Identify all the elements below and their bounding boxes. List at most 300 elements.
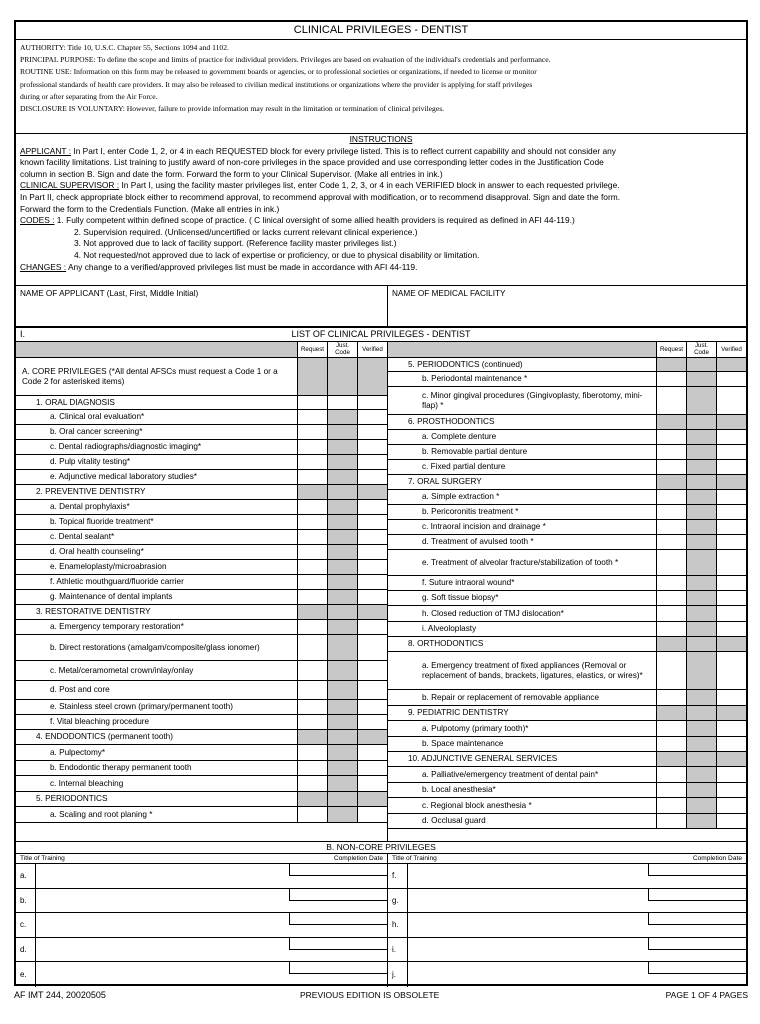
request-cell[interactable] [656,550,686,575]
verified-cell[interactable] [357,470,387,484]
privilege-row [388,637,746,652]
request-cell[interactable] [297,545,327,559]
request-cell[interactable] [656,576,686,590]
completion-date-field[interactable] [648,864,746,876]
verified-cell [716,358,746,371]
verified-cell[interactable] [357,575,387,589]
title-of-training-label: Title of Training [20,855,65,862]
supervisor-instruction-3: Forward the form to the Credentials Function. (Make all entries in ink.) [20,203,280,214]
just-code-cell [686,814,716,828]
just-code-cell [327,730,357,744]
just-code-cell [327,605,357,619]
verified-cell[interactable] [716,550,746,575]
training-row [16,889,387,914]
privilege-label: e. Stainless steel crown (primary/permanent tooth) [50,702,233,712]
just-code-cell [686,445,716,459]
completion-date-label: Completion Date [333,855,383,862]
request-cell[interactable] [297,560,327,574]
completion-date-field[interactable] [289,962,387,974]
training-row-letter: g. [388,889,408,913]
routine-use-text-1: ROUTINE USE: Information on this form may be released to government boards or agencies, or to professional societies or organizations, if needed to license or monitor [20,67,537,77]
just-code-cell [686,783,716,797]
routine-use-text-2: professional standards of health care providers. It may also be released to civilian medical institutions or organizations where the provider is applying for staff privileges [20,79,533,89]
privilege-label: a. Dental prophylaxis* [50,502,130,512]
verified-cell[interactable] [716,576,746,590]
changes-label: CHANGES : [20,261,67,272]
request-cell [656,752,686,766]
verified-cell[interactable] [716,814,746,828]
request-cell[interactable] [297,440,327,454]
privilege-row [16,515,387,530]
request-cell [656,637,686,651]
privilege-row [16,792,387,807]
privilege-row [388,706,746,721]
privilege-label: a. Simple extraction * [422,492,500,502]
training-row-letter: d. [16,938,36,962]
applicant-name-label: NAME OF APPLICANT [20,289,105,298]
request-cell[interactable] [656,535,686,549]
supervisor-label: CLINICAL SUPERVISOR : [20,180,120,191]
request-column-header: Request [656,342,686,357]
applicant-instruction-3: column in section B. Sign and date the form. Forward the form to your Clinical Supervisor. (Make all entries in ink.) [20,168,443,179]
just-code-cell [686,490,716,504]
privilege-row [16,745,387,761]
request-cell[interactable] [297,425,327,439]
just-code-cell [686,460,716,474]
privilege-label: 10. ADJUNCTIVE GENERAL SERVICES [408,754,558,764]
request-cell[interactable] [297,620,327,634]
applicant-info-row [16,286,746,328]
privilege-label: a. Pulpotomy (primary tooth)* [422,723,529,733]
privilege-label: b. Removable partial denture [422,447,528,457]
training-row-letter: e. [16,962,36,987]
privilege-row [388,550,746,576]
privileges-right-column [388,342,746,841]
verified-cell[interactable] [716,798,746,813]
title-of-training-field[interactable] [408,864,746,888]
just-code-cell [686,387,716,414]
privilege-label: 9. PEDIATRIC DENTISTRY [408,708,509,718]
completion-date-field[interactable] [289,913,387,925]
privilege-label: 1. ORAL DIAGNOSIS [36,397,115,407]
request-cell [297,730,327,744]
principal-purpose-text: PRINCIPAL PURPOSE: To define the scope and limits of practice for individual providers. Privileges are based on evaluation of the individual's credentials and performance. [20,55,551,65]
code-4-text: 4. Not requested/not approved due to lack of expertise or proficiency, or due to physical disability or limitation. [74,249,480,260]
training-row-letter: c. [16,913,36,937]
request-cell[interactable] [656,520,686,534]
privilege-label: 6. PROSTHODONTICS [408,417,495,427]
just-code-cell [686,415,716,429]
verified-cell[interactable] [357,635,387,660]
request-cell [656,706,686,720]
request-cell[interactable] [656,460,686,474]
title-of-training-label: Title of Training [392,855,437,862]
just-code-cell [686,520,716,534]
just-code-cell [686,576,716,590]
privilege-row [388,690,746,706]
privilege-label: e. Enameloplasty/microabrasion [50,562,167,572]
privilege-label: b. Oral cancer screening* [50,427,143,437]
completion-date-field[interactable] [648,962,746,974]
privilege-row [388,783,746,798]
just-code-cell [327,792,357,806]
privilege-label: a. Clinical oral evaluation* [50,412,145,422]
title-of-training-field[interactable] [36,889,387,913]
privilege-label: b. Endodontic therapy permanent tooth [50,763,192,773]
just-code-cell [686,591,716,605]
training-row [388,913,746,938]
privilege-row [388,372,746,387]
privilege-label: c. Internal bleaching [50,778,124,788]
title-of-training-field[interactable] [408,938,746,962]
request-cell[interactable] [656,652,686,689]
request-cell[interactable] [297,635,327,660]
privilege-row [388,752,746,767]
privilege-row [16,605,387,620]
privilege-label: d. Post and core [50,685,110,695]
privilege-label: a. Scaling and root planing * [50,809,153,819]
verified-cell[interactable] [357,661,387,680]
title-of-training-field[interactable] [408,913,746,937]
request-cell[interactable] [297,715,327,729]
codes-label: CODES : [20,215,55,226]
just-code-cell [686,706,716,720]
privilege-label: b. Topical fluoride treatment* [50,517,154,527]
verified-cell[interactable] [357,396,387,409]
training-row [16,962,387,987]
request-cell[interactable] [297,700,327,714]
verified-cell[interactable] [716,721,746,736]
privileges-list-header [16,328,746,342]
noncore-privileges-section [16,854,746,987]
request-cell[interactable] [656,372,686,386]
request-cell[interactable] [656,767,686,782]
privilege-row [16,485,387,500]
just-code-cell [327,635,357,660]
verified-cell[interactable] [357,590,387,604]
completion-date-field[interactable] [648,889,746,901]
privilege-row [16,620,387,635]
request-cell[interactable] [656,721,686,736]
request-cell[interactable] [656,737,686,751]
request-cell[interactable] [297,681,327,699]
changes-text: Any change to a verified/approved privileges list must be made in accordance with AFI 44-119. [66,261,418,272]
privilege-label: f. Suture intraoral wound* [422,578,515,588]
request-cell[interactable] [297,470,327,484]
privilege-label: c. Metal/ceramometal crown/inlay/onlay [50,665,194,675]
just-code-cell [327,560,357,574]
just-code-cell [327,761,357,775]
just-code-cell [327,440,357,454]
just-code-cell [327,700,357,714]
just-code-cell [686,798,716,813]
verified-cell[interactable] [357,500,387,514]
verified-cell[interactable] [357,620,387,634]
verified-cell[interactable] [716,520,746,534]
verified-cell[interactable] [357,681,387,699]
privilege-label: 7. ORAL SURGERY [408,477,482,487]
supervisor-instruction-1: In Part I, using the facility master privileges list, enter Code 1, 2, 3, or 4 in each VERIFIED block in answer to each requested privilege. [119,180,620,191]
request-cell[interactable] [656,606,686,621]
verified-cell[interactable] [716,445,746,459]
verified-cell[interactable] [716,783,746,797]
just-code-cell[interactable] [327,396,357,409]
privilege-row [16,440,387,455]
request-cell[interactable] [656,622,686,636]
request-cell[interactable] [297,575,327,589]
request-cell[interactable] [297,410,327,424]
just-code-cell [327,661,357,680]
request-cell[interactable] [297,396,327,409]
privilege-label: c. Intraoral incision and drainage * [422,522,546,532]
verified-cell[interactable] [357,807,387,822]
privilege-row [388,475,746,490]
privilege-row [388,430,746,445]
verified-cell [716,752,746,766]
request-cell[interactable] [297,807,327,822]
request-cell[interactable] [297,761,327,775]
title-of-training-field[interactable] [408,889,746,913]
training-row-letter: i. [388,938,408,962]
verified-cell[interactable] [716,505,746,519]
privilege-row [388,737,746,752]
request-cell[interactable] [656,798,686,813]
verified-cell[interactable] [357,745,387,760]
request-cell[interactable] [297,590,327,604]
just-code-column-header: Just. Code [327,342,357,357]
privilege-row [388,767,746,783]
privilege-label: g. Soft tissue biopsy* [422,593,499,603]
verified-cell [716,475,746,489]
medical-facility-label: NAME OF MEDICAL FACILITY [392,289,506,298]
just-code-cell [327,745,357,760]
request-cell[interactable] [297,530,327,544]
privilege-label: a. Emergency temporary restoration* [50,622,184,632]
verified-cell[interactable] [357,425,387,439]
verified-cell[interactable] [357,440,387,454]
request-cell[interactable] [297,776,327,791]
privilege-label: 5. PERIODONTICS (continued) [408,359,523,369]
privilege-row [16,425,387,440]
verified-cell[interactable] [357,715,387,729]
privilege-row [16,358,387,396]
training-row [388,864,746,889]
verified-cell [357,730,387,744]
verified-cell[interactable] [716,490,746,504]
just-code-cell [686,505,716,519]
request-cell[interactable] [297,745,327,760]
verified-cell[interactable] [716,535,746,549]
request-cell [656,415,686,429]
just-code-column-header: Just. Code [686,342,716,357]
verified-cell [357,792,387,806]
privilege-label: 4. ENDODONTICS (permanent tooth) [36,732,173,742]
request-cell[interactable] [297,455,327,469]
column-headers [388,342,746,358]
training-row [16,864,387,889]
request-cell[interactable] [656,591,686,605]
title-of-training-field[interactable] [36,913,387,937]
request-cell[interactable] [656,430,686,444]
verified-cell[interactable] [357,545,387,559]
routine-use-text-3: during or after separating from the Air Force. [20,91,158,101]
request-cell[interactable] [656,505,686,519]
verified-cell[interactable] [716,690,746,705]
verified-cell [716,415,746,429]
privilege-label: i. Alveoloplasty [422,624,477,634]
verified-cell[interactable] [357,560,387,574]
just-code-cell [686,535,716,549]
completion-date-field[interactable] [648,938,746,950]
verified-column-header: Verified [716,342,746,357]
request-cell[interactable] [656,387,686,414]
title-of-training-field[interactable] [36,938,387,962]
privilege-label: a. Complete denture [422,432,497,442]
training-row [16,938,387,963]
request-cell[interactable] [656,445,686,459]
applicant-instruction-1: In Part I, enter Code 1, 2, or 4 in each REQUESTED block for every privilege listed. This is to reflect current capability and should not consider any [71,145,616,156]
just-code-cell [686,372,716,386]
privilege-row [388,460,746,475]
completion-date-field[interactable] [289,889,387,901]
privilege-label: 2. PREVENTIVE DENTISTRY [36,487,146,497]
just-code-cell [686,737,716,751]
request-cell[interactable] [656,814,686,828]
privilege-row [388,606,746,622]
form-page [14,20,748,986]
privilege-label: e. Adjunctive medical laboratory studies* [50,472,197,482]
just-code-cell [327,681,357,699]
training-row-letter: a. [16,864,36,888]
title-of-training-field[interactable] [36,864,387,888]
verified-cell[interactable] [357,455,387,469]
privilege-label: d. Occlusal guard [422,816,486,826]
request-cell[interactable] [656,490,686,504]
request-cell [297,792,327,806]
just-code-cell [686,652,716,689]
privilege-label: 3. RESTORATIVE DENTISTRY [36,607,151,617]
privilege-label: f. Athletic mouthguard/fluoride carrier [50,577,184,587]
privilege-row [16,396,387,410]
training-row-letter: h. [388,913,408,937]
verified-cell[interactable] [357,515,387,529]
verified-column-header: Verified [357,342,387,357]
privilege-label: d. Treatment of avulsed tooth * [422,537,534,547]
privilege-label: b. Space maintenance [422,739,504,749]
privilege-row [16,545,387,560]
supervisor-instruction-2: In Part II, check appropriate block either to recommend approval, to recommend approval with modification, or to recommend disapproval. Sign and date the form. [20,191,621,202]
verified-cell[interactable] [716,737,746,751]
verified-cell[interactable] [716,430,746,444]
request-column-header: Request [297,342,327,357]
instructions-heading: INSTRUCTIONS [349,134,413,144]
privilege-label: b. Periodontal maintenance * [422,374,528,384]
request-cell [656,358,686,371]
just-code-cell [327,807,357,822]
completion-date-field[interactable] [289,938,387,950]
request-cell[interactable] [297,515,327,529]
verified-cell[interactable] [357,410,387,424]
request-cell [297,485,327,499]
privilege-row [16,761,387,776]
medical-facility-field[interactable] [388,286,746,326]
completion-date-field[interactable] [648,913,746,925]
request-cell [297,605,327,619]
just-code-cell [327,715,357,729]
just-code-cell [686,606,716,621]
privilege-row [16,410,387,425]
verified-cell[interactable] [357,700,387,714]
privilege-label: d. Pulp vitality testing* [50,457,131,467]
privilege-label: c. Minor gingival procedures (Gingivoplasty, fiberotomy, mini-flap) * [422,390,643,410]
privilege-label: b. Direct restorations (amalgam/composite/glass ionomer) [50,642,260,652]
privilege-row [388,535,746,550]
request-cell[interactable] [656,783,686,797]
just-code-cell [686,550,716,575]
privilege-label: d. Oral health counseling* [50,547,144,557]
code-2-text: 2. Supervision required. (Unlicensed/uncertified or lacks current relevant clinical experience.) [74,226,418,237]
privilege-label: 8. ORTHODONTICS [408,639,484,649]
verified-cell[interactable] [716,622,746,636]
title-of-training-field[interactable] [36,962,387,987]
verified-cell[interactable] [357,776,387,791]
title-of-training-field[interactable] [408,962,746,987]
verified-cell[interactable] [716,591,746,605]
privilege-label: h. Closed reduction of TMJ dislocation* [422,608,564,618]
privilege-row [388,591,746,606]
privilege-label: b. Local anesthesia* [422,785,496,795]
privilege-row [388,814,746,829]
verified-cell[interactable] [716,372,746,386]
just-code-cell [686,721,716,736]
verified-cell[interactable] [716,606,746,621]
privilege-row [16,730,387,745]
verified-cell[interactable] [716,460,746,474]
privileges-table [16,342,746,842]
applicant-name-field[interactable] [16,286,388,326]
request-cell[interactable] [297,500,327,514]
form-footer [14,990,748,1004]
column-headers [16,342,387,358]
training-row-letter: j. [388,962,408,987]
completion-date-field[interactable] [289,864,387,876]
verified-cell[interactable] [716,652,746,689]
privilege-row [16,470,387,485]
privilege-label: a. Palliative/emergency treatment of dental pain* [422,769,599,779]
verified-cell[interactable] [716,767,746,782]
just-code-cell [327,620,357,634]
request-cell[interactable] [297,661,327,680]
privileges-list-title: LIST OF CLINICAL PRIVILEGES - DENTIST [291,329,471,339]
instructions-section [16,134,746,286]
just-code-cell [686,622,716,636]
privilege-row [388,505,746,520]
privilege-row [388,387,746,415]
verified-cell [357,358,387,395]
verified-cell[interactable] [357,761,387,775]
just-code-cell [686,637,716,651]
just-code-cell [686,767,716,782]
just-code-cell [327,545,357,559]
verified-cell[interactable] [716,387,746,414]
verified-cell[interactable] [357,530,387,544]
privilege-row [16,500,387,515]
privilege-row [16,635,387,661]
page-number: PAGE 1 OF 4 PAGES [665,990,748,1000]
training-row-letter: b. [16,889,36,913]
training-row [388,962,746,987]
request-cell[interactable] [656,690,686,705]
